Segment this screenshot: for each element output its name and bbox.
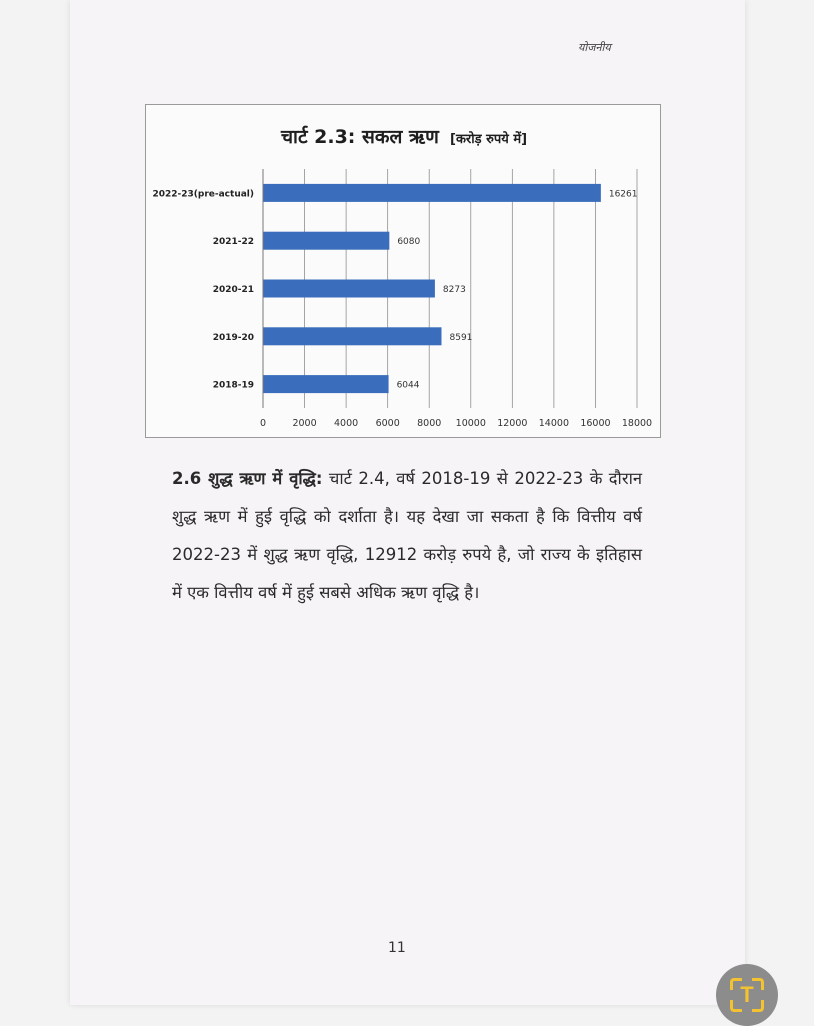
page-number: 11	[388, 940, 406, 956]
chart-title: चार्ट 2.3: सकल ऋण	[280, 126, 439, 148]
x-tick-label: 16000	[580, 418, 611, 429]
running-head: योजनीय	[578, 41, 611, 54]
category-label: 2019-20	[212, 332, 254, 343]
data-label: 16261	[608, 189, 638, 200]
x-tick-label: 10000	[455, 418, 486, 429]
category-label: 2020-21	[212, 285, 254, 295]
data-label: 8273	[442, 285, 466, 295]
data-label: 8591	[449, 332, 473, 343]
category-label: 2022-23(pre-actual)	[152, 189, 254, 200]
x-tick-label: 8000	[417, 418, 442, 429]
text-scan-glyph: T	[740, 982, 754, 1007]
chart-plot	[146, 105, 662, 439]
category-label: 2018-19	[212, 380, 254, 391]
category-label: 2021-22	[212, 237, 254, 248]
bar	[263, 232, 389, 250]
x-tick-label: 6000	[375, 418, 400, 429]
section-body: चार्ट 2.4, वर्ष 2018-19 से 2022-23 के दौरान शुद्ध ऋण में हुई वृद्धि को दर्शाता है। यह देखा जा सकता है कि वित्तीय वर्ष 2022-23 में शुद्ध ऋण वृद्धि, 12912 करोड़ रुपये है, जो राज्य के इतिहास में एक वित्तीय वर्ष में हुई सबसे अधिक ऋण वृद्धि है।	[172, 469, 642, 602]
bar	[263, 375, 389, 393]
bar-chart	[145, 104, 661, 438]
paragraph-2-6	[172, 460, 642, 612]
text-scan-icon	[730, 978, 764, 1012]
x-tick-label: 2000	[292, 418, 317, 429]
x-tick-label: 0	[259, 418, 267, 429]
x-tick-label: 4000	[334, 418, 359, 429]
x-tick-label: 12000	[497, 418, 528, 429]
data-label: 6080	[397, 237, 421, 248]
bar	[263, 280, 435, 298]
chart-unit-label: [करोड़ रुपये में]	[450, 132, 528, 147]
x-tick-label: 14000	[538, 418, 570, 429]
bar	[263, 184, 601, 202]
text-scan-button[interactable]	[716, 964, 778, 1026]
x-tick-label: 18000	[621, 418, 653, 429]
bar	[263, 327, 442, 345]
data-label: 6044	[396, 380, 420, 391]
section-heading: 2.6 शुद्ध ऋण में वृद्धि:	[172, 469, 323, 488]
